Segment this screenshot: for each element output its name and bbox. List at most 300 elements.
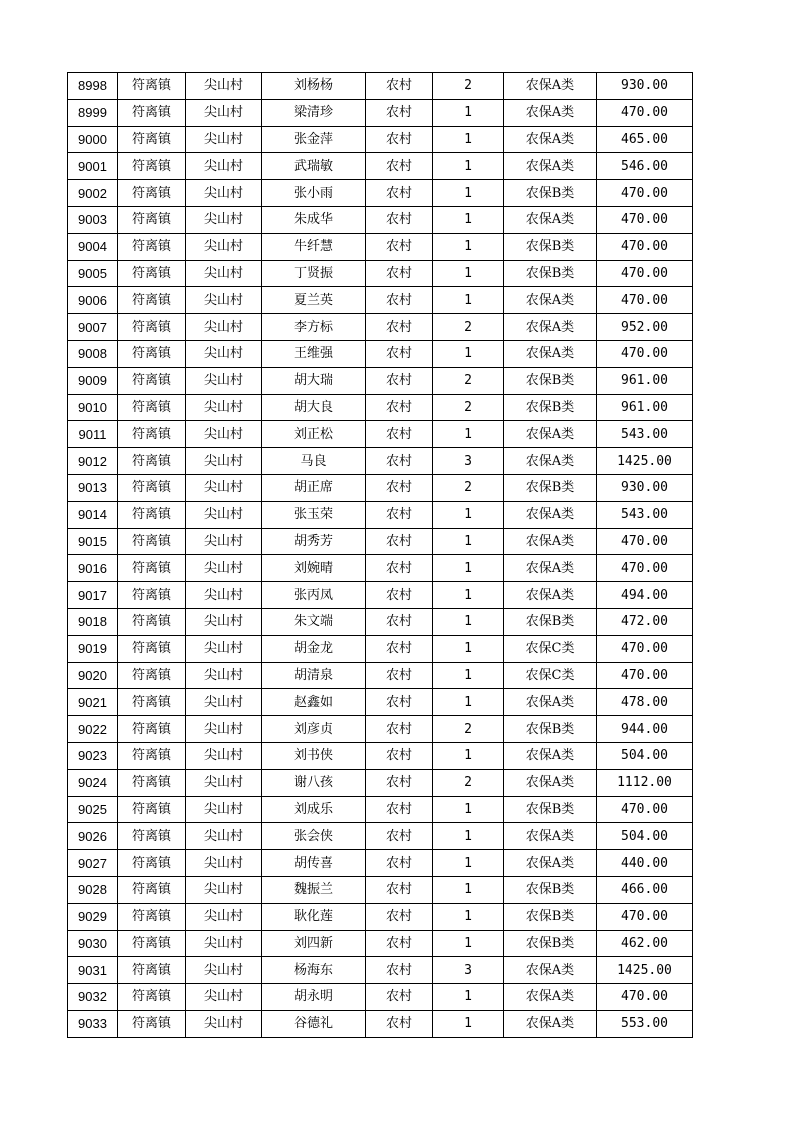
cell-amount: 470.00 <box>597 903 693 930</box>
cell-household-type: 农村 <box>366 796 433 823</box>
cell-household-type: 农村 <box>366 555 433 582</box>
cell-serial: 9026 <box>68 823 118 850</box>
cell-town: 符离镇 <box>118 501 186 528</box>
cell-person-count: 1 <box>433 153 504 180</box>
cell-name: 胡清泉 <box>262 662 366 689</box>
table-row <box>68 689 693 716</box>
cell-household-type: 农村 <box>366 126 433 153</box>
cell-serial: 9021 <box>68 689 118 716</box>
cell-insurance-category: 农保B类 <box>504 474 597 501</box>
table-row <box>68 287 693 314</box>
cell-insurance-category: 农保A类 <box>504 742 597 769</box>
cell-insurance-category: 农保B类 <box>504 394 597 421</box>
cell-person-count: 1 <box>433 260 504 287</box>
cell-person-count: 2 <box>433 394 504 421</box>
cell-amount: 470.00 <box>597 635 693 662</box>
cell-serial: 9020 <box>68 662 118 689</box>
cell-name: 刘成乐 <box>262 796 366 823</box>
cell-household-type: 农村 <box>366 501 433 528</box>
cell-name: 张会侠 <box>262 823 366 850</box>
cell-name: 牛纤慧 <box>262 233 366 260</box>
cell-amount: 961.00 <box>597 394 693 421</box>
cell-name: 张玉荣 <box>262 501 366 528</box>
table-row <box>68 635 693 662</box>
cell-serial: 9013 <box>68 474 118 501</box>
cell-village: 尖山村 <box>186 287 262 314</box>
subsidy-table <box>67 72 693 1038</box>
table-row <box>68 850 693 877</box>
cell-amount: 543.00 <box>597 501 693 528</box>
cell-serial: 9031 <box>68 957 118 984</box>
cell-amount: 472.00 <box>597 608 693 635</box>
cell-person-count: 1 <box>433 930 504 957</box>
cell-amount: 470.00 <box>597 528 693 555</box>
cell-household-type: 农村 <box>366 850 433 877</box>
cell-household-type: 农村 <box>366 153 433 180</box>
cell-amount: 961.00 <box>597 367 693 394</box>
cell-village: 尖山村 <box>186 850 262 877</box>
cell-name: 杨海东 <box>262 957 366 984</box>
cell-serial: 9006 <box>68 287 118 314</box>
cell-person-count: 1 <box>433 206 504 233</box>
cell-person-count: 2 <box>433 474 504 501</box>
cell-name: 朱成华 <box>262 206 366 233</box>
table-row <box>68 903 693 930</box>
cell-serial: 9033 <box>68 1010 118 1037</box>
cell-village: 尖山村 <box>186 180 262 207</box>
cell-person-count: 1 <box>433 582 504 609</box>
cell-amount: 1425.00 <box>597 448 693 475</box>
cell-amount: 470.00 <box>597 984 693 1011</box>
cell-insurance-category: 农保C类 <box>504 662 597 689</box>
cell-village: 尖山村 <box>186 742 262 769</box>
cell-insurance-category: 农保A类 <box>504 769 597 796</box>
cell-town: 符离镇 <box>118 769 186 796</box>
cell-village: 尖山村 <box>186 528 262 555</box>
cell-serial: 9030 <box>68 930 118 957</box>
cell-town: 符离镇 <box>118 876 186 903</box>
cell-insurance-category: 农保A类 <box>504 850 597 877</box>
cell-town: 符离镇 <box>118 528 186 555</box>
cell-town: 符离镇 <box>118 180 186 207</box>
cell-amount: 470.00 <box>597 99 693 126</box>
cell-person-count: 1 <box>433 180 504 207</box>
cell-town: 符离镇 <box>118 662 186 689</box>
cell-village: 尖山村 <box>186 314 262 341</box>
cell-village: 尖山村 <box>186 930 262 957</box>
cell-insurance-category: 农保A类 <box>504 448 597 475</box>
cell-name: 丁贤振 <box>262 260 366 287</box>
cell-insurance-category: 农保A类 <box>504 501 597 528</box>
cell-town: 符离镇 <box>118 260 186 287</box>
cell-person-count: 1 <box>433 662 504 689</box>
cell-town: 符离镇 <box>118 635 186 662</box>
cell-town: 符离镇 <box>118 689 186 716</box>
cell-town: 符离镇 <box>118 850 186 877</box>
cell-name: 胡传喜 <box>262 850 366 877</box>
cell-insurance-category: 农保A类 <box>504 555 597 582</box>
table-row <box>68 876 693 903</box>
cell-person-count: 3 <box>433 448 504 475</box>
cell-name: 马良 <box>262 448 366 475</box>
cell-name: 刘杨杨 <box>262 73 366 100</box>
cell-village: 尖山村 <box>186 206 262 233</box>
cell-village: 尖山村 <box>186 126 262 153</box>
cell-name: 张金萍 <box>262 126 366 153</box>
cell-serial: 8998 <box>68 73 118 100</box>
cell-village: 尖山村 <box>186 796 262 823</box>
cell-amount: 478.00 <box>597 689 693 716</box>
cell-insurance-category: 农保B类 <box>504 903 597 930</box>
cell-household-type: 农村 <box>366 421 433 448</box>
cell-town: 符离镇 <box>118 608 186 635</box>
cell-insurance-category: 农保B类 <box>504 180 597 207</box>
cell-serial: 9016 <box>68 555 118 582</box>
cell-person-count: 1 <box>433 233 504 260</box>
table-row <box>68 769 693 796</box>
cell-insurance-category: 农保A类 <box>504 340 597 367</box>
cell-town: 符离镇 <box>118 73 186 100</box>
cell-village: 尖山村 <box>186 608 262 635</box>
cell-household-type: 农村 <box>366 394 433 421</box>
cell-household-type: 农村 <box>366 582 433 609</box>
cell-village: 尖山村 <box>186 957 262 984</box>
cell-insurance-category: 农保A类 <box>504 421 597 448</box>
cell-name: 刘四新 <box>262 930 366 957</box>
cell-village: 尖山村 <box>186 367 262 394</box>
cell-amount: 470.00 <box>597 796 693 823</box>
cell-amount: 470.00 <box>597 260 693 287</box>
cell-household-type: 农村 <box>366 73 433 100</box>
table-row <box>68 555 693 582</box>
cell-person-count: 1 <box>433 99 504 126</box>
table-row <box>68 474 693 501</box>
cell-name: 刘彦贞 <box>262 716 366 743</box>
cell-insurance-category: 农保A类 <box>504 582 597 609</box>
cell-household-type: 农村 <box>366 903 433 930</box>
cell-person-count: 1 <box>433 608 504 635</box>
cell-serial: 9010 <box>68 394 118 421</box>
cell-serial: 9018 <box>68 608 118 635</box>
cell-serial: 9008 <box>68 340 118 367</box>
cell-village: 尖山村 <box>186 876 262 903</box>
cell-name: 耿化莲 <box>262 903 366 930</box>
cell-village: 尖山村 <box>186 153 262 180</box>
table-row <box>68 796 693 823</box>
cell-town: 符离镇 <box>118 1010 186 1037</box>
cell-insurance-category: 农保A类 <box>504 153 597 180</box>
cell-insurance-category: 农保B类 <box>504 260 597 287</box>
cell-insurance-category: 农保A类 <box>504 1010 597 1037</box>
cell-village: 尖山村 <box>186 448 262 475</box>
cell-household-type: 农村 <box>366 742 433 769</box>
table-row <box>68 314 693 341</box>
cell-amount: 1112.00 <box>597 769 693 796</box>
table-row <box>68 340 693 367</box>
table-row <box>68 99 693 126</box>
cell-serial: 9024 <box>68 769 118 796</box>
table-row <box>68 501 693 528</box>
cell-town: 符离镇 <box>118 367 186 394</box>
cell-household-type: 农村 <box>366 662 433 689</box>
cell-amount: 466.00 <box>597 876 693 903</box>
cell-insurance-category: 农保B类 <box>504 930 597 957</box>
cell-amount: 470.00 <box>597 206 693 233</box>
cell-name: 胡正席 <box>262 474 366 501</box>
cell-town: 符离镇 <box>118 930 186 957</box>
cell-person-count: 1 <box>433 528 504 555</box>
cell-name: 魏振兰 <box>262 876 366 903</box>
cell-insurance-category: 农保A类 <box>504 528 597 555</box>
cell-village: 尖山村 <box>186 769 262 796</box>
cell-name: 李方标 <box>262 314 366 341</box>
cell-amount: 494.00 <box>597 582 693 609</box>
table-row <box>68 716 693 743</box>
cell-amount: 952.00 <box>597 314 693 341</box>
cell-village: 尖山村 <box>186 340 262 367</box>
cell-household-type: 农村 <box>366 367 433 394</box>
cell-town: 符离镇 <box>118 716 186 743</box>
cell-household-type: 农村 <box>366 716 433 743</box>
cell-insurance-category: 农保B类 <box>504 608 597 635</box>
cell-person-count: 3 <box>433 957 504 984</box>
cell-insurance-category: 农保A类 <box>504 823 597 850</box>
cell-serial: 9001 <box>68 153 118 180</box>
table-row <box>68 984 693 1011</box>
cell-person-count: 2 <box>433 314 504 341</box>
cell-village: 尖山村 <box>186 823 262 850</box>
cell-name: 王维强 <box>262 340 366 367</box>
cell-serial: 9002 <box>68 180 118 207</box>
cell-household-type: 农村 <box>366 314 433 341</box>
cell-town: 符离镇 <box>118 555 186 582</box>
cell-town: 符离镇 <box>118 287 186 314</box>
cell-insurance-category: 农保C类 <box>504 635 597 662</box>
cell-village: 尖山村 <box>186 501 262 528</box>
cell-serial: 9027 <box>68 850 118 877</box>
cell-name: 梁清珍 <box>262 99 366 126</box>
cell-household-type: 农村 <box>366 608 433 635</box>
cell-village: 尖山村 <box>186 716 262 743</box>
cell-name: 胡永明 <box>262 984 366 1011</box>
cell-insurance-category: 农保B类 <box>504 233 597 260</box>
cell-village: 尖山村 <box>186 233 262 260</box>
cell-serial: 9023 <box>68 742 118 769</box>
table-body <box>68 73 693 1038</box>
cell-name: 胡大良 <box>262 394 366 421</box>
cell-amount: 504.00 <box>597 823 693 850</box>
cell-name: 胡秀芳 <box>262 528 366 555</box>
table-row <box>68 823 693 850</box>
cell-person-count: 1 <box>433 421 504 448</box>
cell-insurance-category: 农保A类 <box>504 287 597 314</box>
cell-name: 谷德礼 <box>262 1010 366 1037</box>
cell-village: 尖山村 <box>186 689 262 716</box>
cell-person-count: 1 <box>433 984 504 1011</box>
cell-amount: 462.00 <box>597 930 693 957</box>
cell-serial: 9007 <box>68 314 118 341</box>
table-row <box>68 1010 693 1037</box>
cell-serial: 9011 <box>68 421 118 448</box>
cell-person-count: 1 <box>433 126 504 153</box>
cell-person-count: 1 <box>433 796 504 823</box>
cell-name: 赵鑫如 <box>262 689 366 716</box>
cell-insurance-category: 农保B类 <box>504 796 597 823</box>
cell-person-count: 1 <box>433 555 504 582</box>
table-row <box>68 742 693 769</box>
cell-name: 夏兰英 <box>262 287 366 314</box>
cell-household-type: 农村 <box>366 689 433 716</box>
cell-serial: 9029 <box>68 903 118 930</box>
table-row <box>68 394 693 421</box>
cell-insurance-category: 农保A类 <box>504 73 597 100</box>
cell-village: 尖山村 <box>186 635 262 662</box>
cell-village: 尖山村 <box>186 73 262 100</box>
cell-amount: 470.00 <box>597 555 693 582</box>
table-row <box>68 662 693 689</box>
cell-serial: 9015 <box>68 528 118 555</box>
cell-town: 符离镇 <box>118 233 186 260</box>
cell-name: 胡大瑞 <box>262 367 366 394</box>
cell-village: 尖山村 <box>186 260 262 287</box>
cell-village: 尖山村 <box>186 99 262 126</box>
cell-town: 符离镇 <box>118 474 186 501</box>
cell-serial: 9025 <box>68 796 118 823</box>
table-row <box>68 153 693 180</box>
cell-household-type: 农村 <box>366 984 433 1011</box>
table-row <box>68 73 693 100</box>
cell-household-type: 农村 <box>366 99 433 126</box>
cell-household-type: 农村 <box>366 206 433 233</box>
cell-village: 尖山村 <box>186 903 262 930</box>
cell-town: 符离镇 <box>118 448 186 475</box>
cell-person-count: 2 <box>433 769 504 796</box>
cell-town: 符离镇 <box>118 742 186 769</box>
cell-person-count: 1 <box>433 742 504 769</box>
cell-household-type: 农村 <box>366 930 433 957</box>
cell-serial: 9004 <box>68 233 118 260</box>
cell-household-type: 农村 <box>366 957 433 984</box>
cell-household-type: 农村 <box>366 635 433 662</box>
cell-village: 尖山村 <box>186 984 262 1011</box>
cell-insurance-category: 农保A类 <box>504 126 597 153</box>
cell-person-count: 1 <box>433 1010 504 1037</box>
table-row <box>68 180 693 207</box>
cell-amount: 470.00 <box>597 233 693 260</box>
cell-person-count: 1 <box>433 501 504 528</box>
cell-insurance-category: 农保B类 <box>504 716 597 743</box>
cell-household-type: 农村 <box>366 180 433 207</box>
cell-village: 尖山村 <box>186 582 262 609</box>
cell-town: 符离镇 <box>118 99 186 126</box>
cell-insurance-category: 农保A类 <box>504 206 597 233</box>
cell-village: 尖山村 <box>186 421 262 448</box>
cell-town: 符离镇 <box>118 421 186 448</box>
cell-town: 符离镇 <box>118 796 186 823</box>
cell-person-count: 1 <box>433 823 504 850</box>
cell-serial: 8999 <box>68 99 118 126</box>
cell-village: 尖山村 <box>186 394 262 421</box>
cell-insurance-category: 农保A类 <box>504 957 597 984</box>
cell-insurance-category: 农保A类 <box>504 314 597 341</box>
cell-serial: 9003 <box>68 206 118 233</box>
cell-name: 刘婉晴 <box>262 555 366 582</box>
cell-town: 符离镇 <box>118 314 186 341</box>
cell-amount: 470.00 <box>597 340 693 367</box>
cell-town: 符离镇 <box>118 340 186 367</box>
cell-amount: 470.00 <box>597 287 693 314</box>
table-row <box>68 448 693 475</box>
cell-serial: 9028 <box>68 876 118 903</box>
cell-amount: 465.00 <box>597 126 693 153</box>
cell-amount: 470.00 <box>597 662 693 689</box>
cell-household-type: 农村 <box>366 769 433 796</box>
cell-household-type: 农村 <box>366 876 433 903</box>
cell-town: 符离镇 <box>118 582 186 609</box>
cell-town: 符离镇 <box>118 903 186 930</box>
cell-household-type: 农村 <box>366 1010 433 1037</box>
cell-name: 张小雨 <box>262 180 366 207</box>
cell-insurance-category: 农保A类 <box>504 99 597 126</box>
cell-person-count: 2 <box>433 716 504 743</box>
cell-person-count: 2 <box>433 73 504 100</box>
table-row <box>68 367 693 394</box>
cell-person-count: 1 <box>433 340 504 367</box>
cell-household-type: 农村 <box>366 823 433 850</box>
cell-household-type: 农村 <box>366 260 433 287</box>
cell-town: 符离镇 <box>118 394 186 421</box>
cell-name: 刘书侠 <box>262 742 366 769</box>
cell-amount: 504.00 <box>597 742 693 769</box>
table-row <box>68 206 693 233</box>
cell-person-count: 1 <box>433 876 504 903</box>
table-row <box>68 260 693 287</box>
cell-village: 尖山村 <box>186 662 262 689</box>
table-row <box>68 608 693 635</box>
cell-name: 刘正松 <box>262 421 366 448</box>
cell-name: 谢八孩 <box>262 769 366 796</box>
cell-household-type: 农村 <box>366 474 433 501</box>
cell-person-count: 1 <box>433 689 504 716</box>
cell-insurance-category: 农保B类 <box>504 876 597 903</box>
table-row <box>68 957 693 984</box>
cell-name: 朱文端 <box>262 608 366 635</box>
cell-serial: 9014 <box>68 501 118 528</box>
cell-name: 武瑞敏 <box>262 153 366 180</box>
cell-name: 胡金龙 <box>262 635 366 662</box>
cell-person-count: 1 <box>433 903 504 930</box>
cell-town: 符离镇 <box>118 206 186 233</box>
cell-amount: 930.00 <box>597 73 693 100</box>
cell-amount: 470.00 <box>597 180 693 207</box>
cell-insurance-category: 农保A类 <box>504 689 597 716</box>
cell-person-count: 2 <box>433 367 504 394</box>
cell-amount: 930.00 <box>597 474 693 501</box>
cell-household-type: 农村 <box>366 448 433 475</box>
cell-household-type: 农村 <box>366 340 433 367</box>
table-row <box>68 233 693 260</box>
cell-household-type: 农村 <box>366 233 433 260</box>
cell-amount: 546.00 <box>597 153 693 180</box>
cell-town: 符离镇 <box>118 126 186 153</box>
cell-serial: 9032 <box>68 984 118 1011</box>
cell-serial: 9012 <box>68 448 118 475</box>
cell-serial: 9009 <box>68 367 118 394</box>
cell-amount: 944.00 <box>597 716 693 743</box>
cell-insurance-category: 农保A类 <box>504 984 597 1011</box>
table-row <box>68 126 693 153</box>
cell-serial: 9017 <box>68 582 118 609</box>
